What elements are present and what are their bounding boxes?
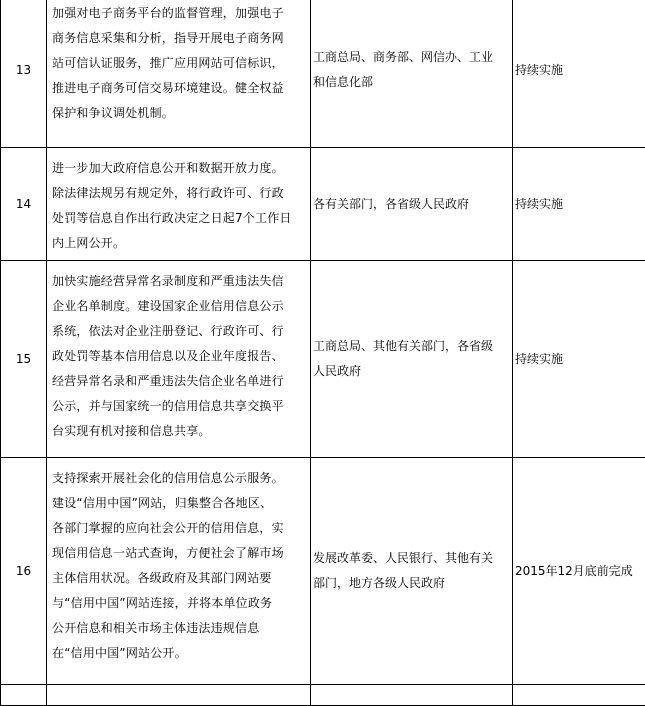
task-line: 政处罚等基本信用信息以及企业年度报告、: [52, 344, 308, 369]
dept-line: 部门，地方各级人民政府: [313, 571, 510, 596]
task-description: [47, 148, 311, 261]
time-limit: 持续实施: [513, 261, 645, 458]
responsible-departments: [311, 261, 513, 458]
task-line: 公开信息和相关市场主体违法违规信息: [52, 616, 308, 641]
task-line: 保护和争议调处机制。: [52, 101, 308, 126]
dept-line: 和信息化部: [313, 70, 510, 95]
task-line: 系统，依法对企业注册登记、行政许可、行: [52, 319, 308, 344]
dept-line: 工商总局、其他有关部门，各省级: [313, 334, 510, 359]
dept-line: 发展改革委、人民银行、其他有关: [313, 546, 510, 571]
row-number: 13: [1, 0, 47, 148]
task-line: 各部门掌握的应向社会公开的信用信息，实: [52, 516, 308, 541]
dept-line: 各有关部门，各省级人民政府: [313, 192, 510, 217]
table-row-13: [1, 0, 645, 148]
task-line: 除法律法规另有规定外，将行政许可、行政: [52, 181, 308, 206]
task-line: 进一步加大政府信息公开和数据开放力度。: [52, 156, 308, 181]
task-line: 加强对电子商务平台的监督管理，加强电子: [52, 1, 308, 26]
task-description: [47, 458, 311, 685]
task-line: 站可信认证服务，推广应用网站可信标识，: [52, 51, 308, 76]
task-line: 支持探索开展社会化的信用信息公示服务。: [52, 466, 308, 491]
time-limit: 2015年12月底前完成: [513, 458, 645, 685]
dept-line: 工商总局、商务部、网信办、工业: [313, 45, 510, 70]
row-number: 15: [1, 261, 47, 458]
task-line: 加快实施经营异常名录制度和严重违法失信: [52, 269, 308, 294]
responsible-departments: [311, 458, 513, 685]
time-limit: 持续实施: [513, 148, 645, 261]
table-row-15: [1, 261, 645, 458]
table-row-14: [1, 148, 645, 261]
row-number: 14: [1, 148, 47, 261]
task-line: 推进电子商务可信交易环境建设。健全权益: [52, 76, 308, 101]
task-line: 台实现有机对接和信息共享。: [52, 419, 308, 444]
task-description: [47, 0, 311, 148]
table-row-16: [1, 458, 645, 685]
task-line: 企业名单制度。建设国家企业信用信息公示: [52, 294, 308, 319]
task-line: 处罚等信息自作出行政决定之日起7个工作日: [52, 206, 308, 231]
task-line: 内上网公开。: [52, 231, 308, 256]
task-line: 在“信用中国”网站公开。: [52, 641, 308, 666]
task-line: 建设“信用中国”网站，归集整合各地区、: [52, 491, 308, 516]
dept-line: 人民政府: [313, 359, 510, 384]
time-limit: 持续实施: [513, 0, 645, 148]
task-line: 与“信用中国”网站连接，并将本单位政务: [52, 591, 308, 616]
task-line: 主体信用状况。各级政府及其部门网站要: [52, 566, 308, 591]
responsible-departments: [311, 148, 513, 261]
task-line: 经营异常名录和严重违法失信企业名单进行: [52, 369, 308, 394]
task-line: 商务信息采集和分析，指导开展电子商务网: [52, 26, 308, 51]
task-description: [47, 261, 311, 458]
task-line: 现信用信息一站式查询，方便社会了解市场: [52, 541, 308, 566]
task-line: 公示，并与国家统一的信用信息共享交换平: [52, 394, 308, 419]
row-number: 16: [1, 458, 47, 685]
responsible-departments: [311, 0, 513, 148]
